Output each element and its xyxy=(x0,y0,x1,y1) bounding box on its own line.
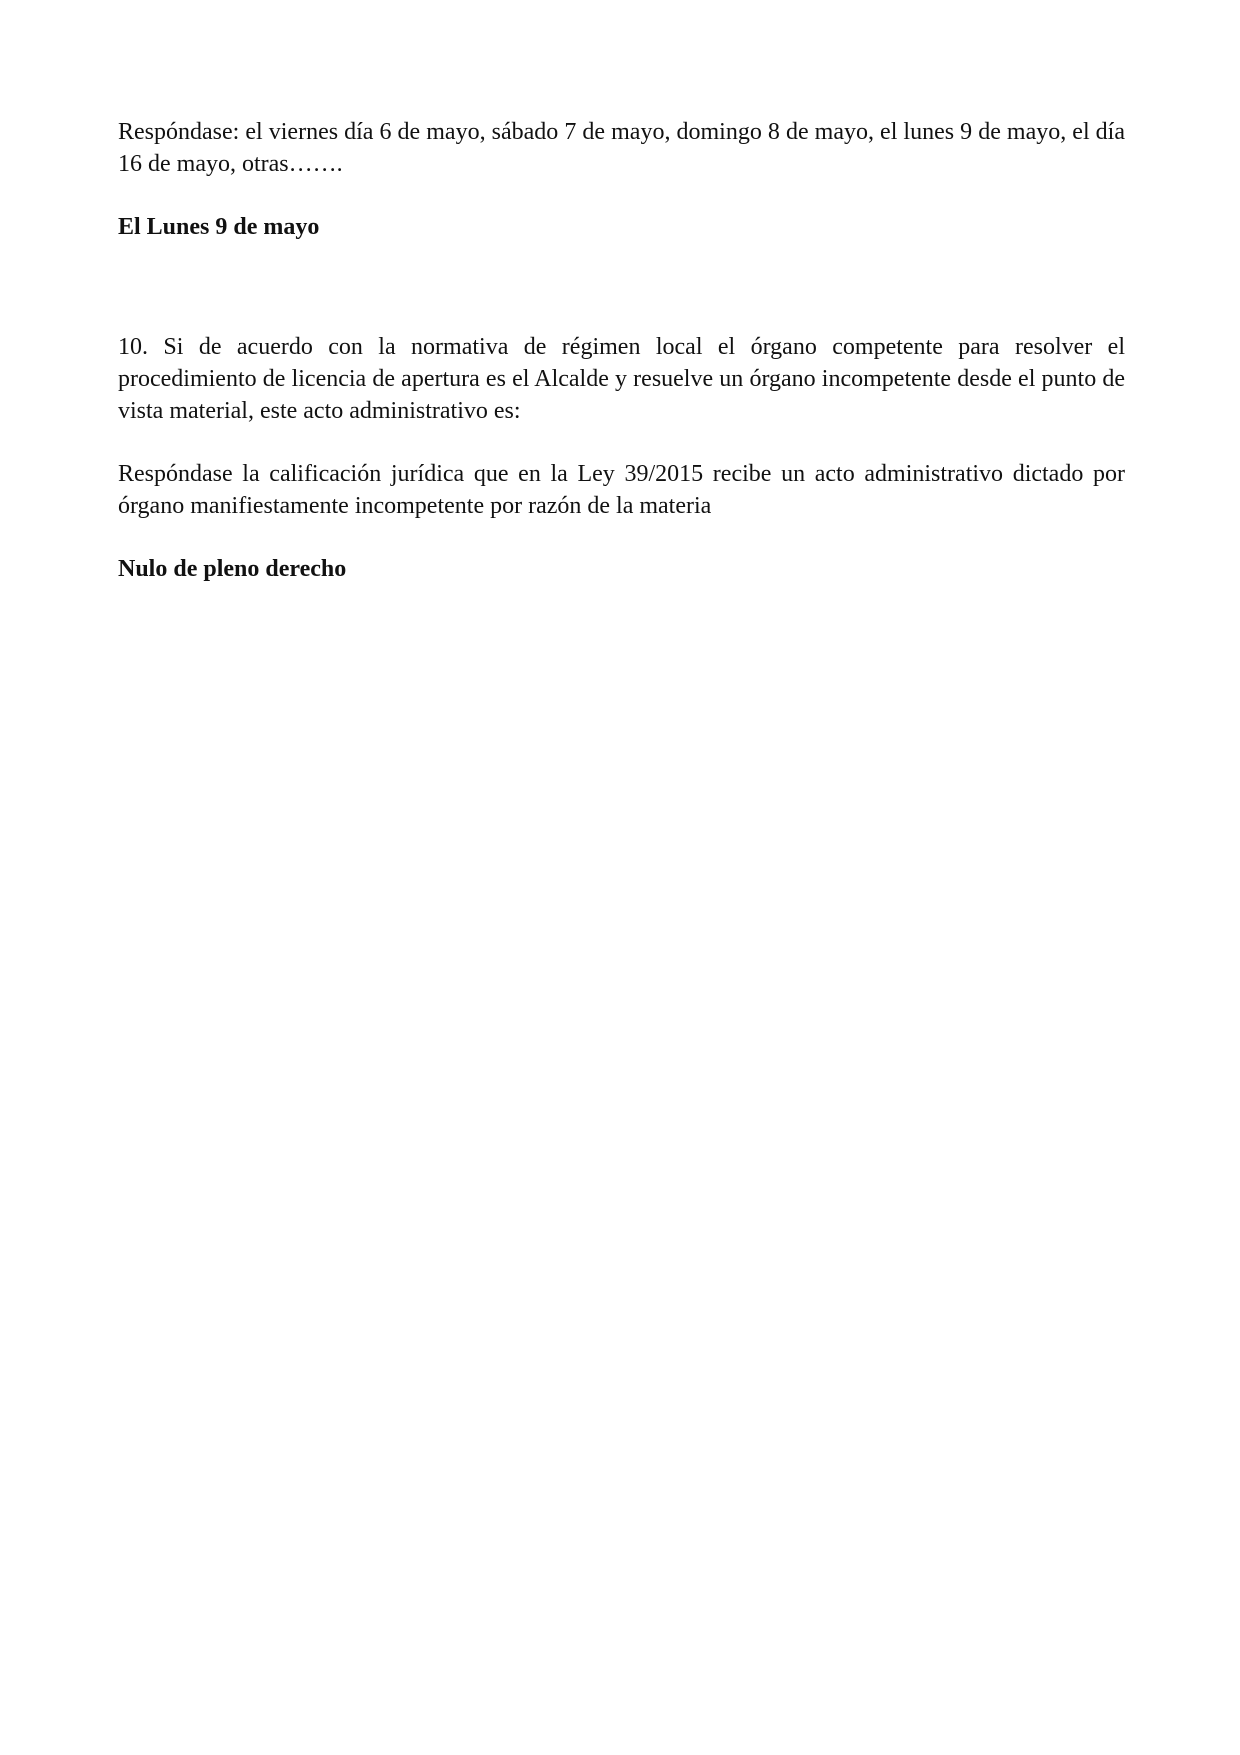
question-10-text: 10. Si de acuerdo con la normativa de régimen local el órgano competente para resolver el procedimiento de licencia de apertura es el Alcalde y resuelve un órgano incompetente desde el punto de vista material, este acto administrativo es: xyxy=(118,334,1125,424)
section-spacer xyxy=(118,243,1125,331)
document-body xyxy=(118,116,1125,585)
question-9-answer: El Lunes 9 de mayo xyxy=(118,214,320,240)
question-10-answer: Nulo de pleno derecho xyxy=(118,556,347,582)
paragraph-spacer xyxy=(118,522,1125,553)
paragraph-spacer xyxy=(118,180,1125,211)
paragraph-spacer xyxy=(118,427,1125,458)
question-10-instruction: Respóndase la calificación jurídica que en la Ley 39/2015 recibe un acto administrativo dictado por órgano manifiestamente incompetente por razón de la materia xyxy=(118,461,1125,519)
question-9-instruction: Respóndase: el viernes día 6 de mayo, sábado 7 de mayo, domingo 8 de mayo, el lunes 9 de mayo, el día 16 de mayo, otras……. xyxy=(118,119,1125,177)
